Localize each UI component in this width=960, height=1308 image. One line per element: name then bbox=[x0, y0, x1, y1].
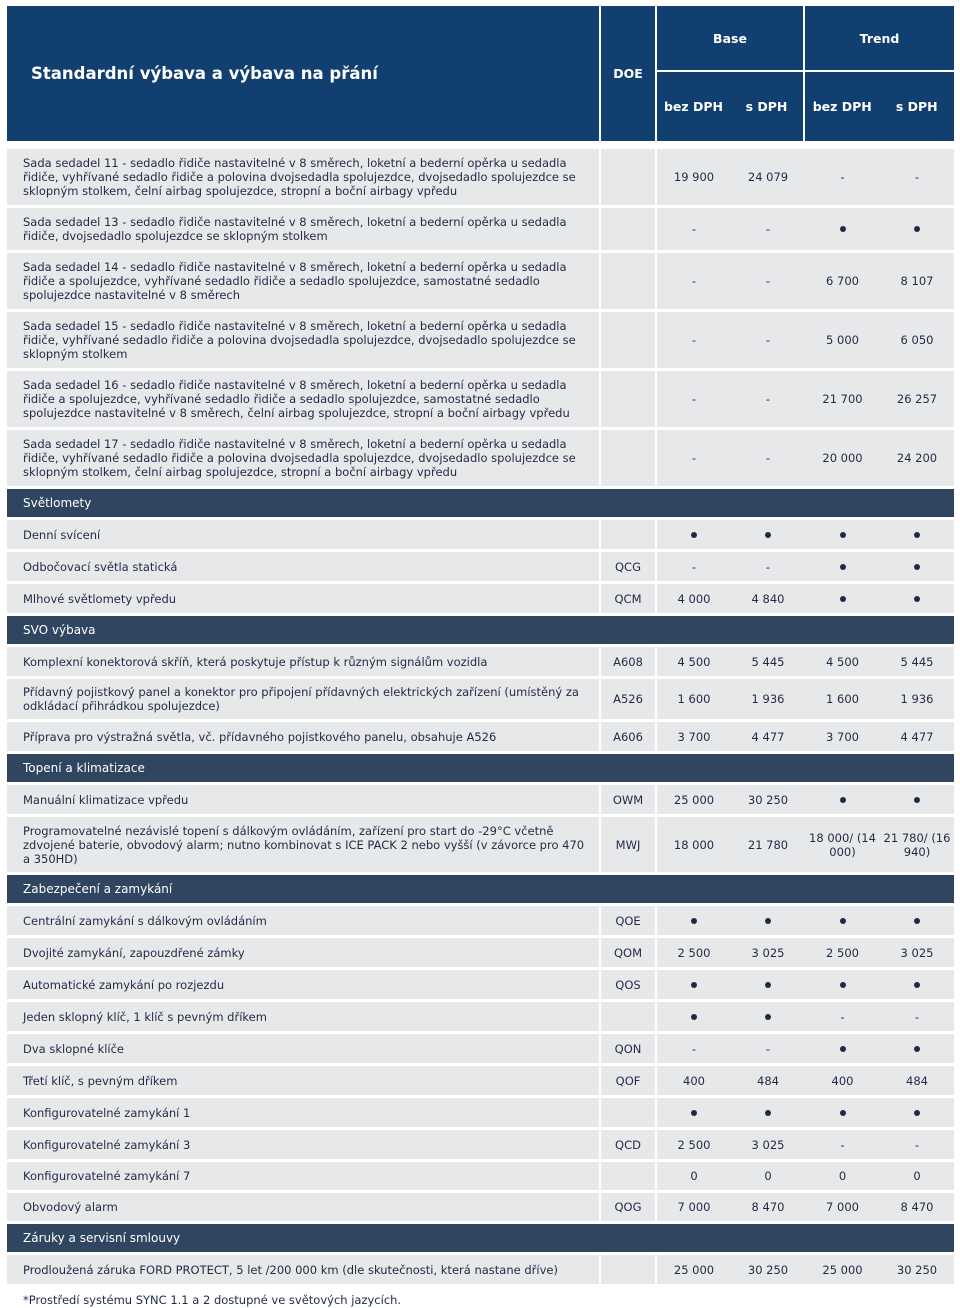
base-price-with-vat bbox=[731, 906, 805, 935]
option-code bbox=[601, 312, 657, 368]
base-price-without-vat: - bbox=[691, 451, 697, 465]
trend-price-with-vat bbox=[880, 970, 954, 999]
base-price-without-vat bbox=[657, 970, 731, 999]
option-code: MWJ bbox=[601, 817, 657, 872]
option-code: QCD bbox=[601, 1130, 657, 1159]
trend-price-with-vat: 24 200 bbox=[896, 451, 938, 465]
trend-price-without-vat: 3 700 bbox=[826, 729, 859, 744]
base-price-without-vat bbox=[657, 520, 731, 549]
option-code: QOM bbox=[601, 938, 657, 967]
option-code: QON bbox=[601, 1034, 657, 1063]
base-price-with-vat: 5 445 bbox=[751, 654, 785, 669]
base-price-with-vat: 30 250 bbox=[747, 792, 789, 807]
table-row bbox=[7, 520, 954, 549]
base-price-with-vat: 0 bbox=[764, 1169, 772, 1183]
table-row bbox=[7, 430, 954, 486]
table-row bbox=[7, 906, 954, 935]
table-row bbox=[7, 552, 954, 581]
standard-equipment-dot-icon bbox=[840, 982, 846, 988]
trend-price-without-vat bbox=[805, 552, 880, 581]
row-description: Denní svícení bbox=[7, 520, 601, 549]
trend-price-without-vat: 4 500 bbox=[826, 654, 859, 669]
trend-price-without-vat: - bbox=[840, 1009, 845, 1024]
option-code: QOF bbox=[601, 1066, 657, 1095]
base-price-with-vat: - bbox=[765, 333, 771, 347]
table-row bbox=[7, 1002, 954, 1031]
base-price-with-vat: - bbox=[765, 1041, 771, 1056]
trend-price-with-vat: 4 477 bbox=[900, 729, 934, 744]
base-price-with-vat: 8 470 bbox=[751, 1200, 785, 1214]
standard-equipment-dot-icon bbox=[914, 1046, 920, 1052]
trend-price-with-vat: 30 250 bbox=[896, 1262, 938, 1277]
trend-price-with-vat: 0 bbox=[913, 1169, 921, 1183]
base-price-without-vat bbox=[657, 1098, 731, 1127]
trend-price-with-vat bbox=[880, 584, 954, 613]
table-row bbox=[7, 312, 954, 368]
table-row bbox=[7, 1193, 954, 1221]
option-code: QCG bbox=[601, 552, 657, 581]
base-price-with-vat: 24 079 bbox=[747, 170, 789, 184]
trend-price-without-vat: - bbox=[840, 1137, 845, 1152]
base-price-with-vat: - bbox=[765, 559, 771, 574]
row-description: Manuální klimatizace vpředu bbox=[7, 785, 601, 814]
trend-price-without-vat: 0 bbox=[838, 1169, 847, 1183]
base-price-without-vat: 2 500 bbox=[677, 1137, 711, 1152]
trend-price-without-vat: - bbox=[840, 170, 845, 184]
standard-equipment-dot-icon bbox=[765, 1014, 771, 1020]
trend-with-vat-header: s DPH bbox=[895, 99, 938, 114]
row-description: Konfigurovatelné zamykání 1 bbox=[7, 1098, 601, 1127]
table-row bbox=[7, 722, 954, 751]
trend-price-with-vat: 8 470 bbox=[900, 1200, 934, 1214]
table-row bbox=[7, 1162, 954, 1190]
row-description: Sada sedadel 14 - sedadlo řidiče nastavitelné v 8 směrech, loketní a bederní opěrka u sedadla řidiče a spolujezdce, vyhřívané sedadlo řidiče a sedadlo spolujezdce, samostatné sedadlo spolujezdce nastavitelné v 8 směrech bbox=[7, 253, 601, 309]
table-row bbox=[7, 1255, 954, 1284]
trend-price-without-vat: 6 700 bbox=[826, 274, 859, 288]
table-row bbox=[7, 1130, 954, 1159]
trend-price-without-vat bbox=[805, 1098, 880, 1127]
table-row bbox=[7, 584, 954, 613]
table-row bbox=[7, 253, 954, 309]
table-row bbox=[7, 938, 954, 967]
option-code bbox=[601, 1098, 657, 1127]
base-price-without-vat: 18 000 bbox=[673, 837, 715, 852]
table-row bbox=[7, 371, 954, 427]
row-description: Přídavný pojistkový panel a konektor pro připojení přídavných elektrických zařízení (umístěný za odkládací přihrádkou spolujezdce) bbox=[7, 679, 601, 719]
table-row bbox=[7, 785, 954, 814]
standard-equipment-dot-icon bbox=[840, 532, 846, 538]
trend-price-without-vat bbox=[805, 584, 880, 613]
base-price-with-vat: 4 840 bbox=[751, 591, 785, 606]
trend-price-with-vat: - bbox=[914, 170, 920, 184]
base-price-without-vat: - bbox=[691, 333, 697, 347]
row-description: Třetí klíč, s pevným dříkem bbox=[7, 1066, 601, 1095]
standard-equipment-dot-icon bbox=[691, 1014, 697, 1020]
option-code: QCM bbox=[601, 584, 657, 613]
base-price-with-vat bbox=[731, 1002, 805, 1031]
table-row bbox=[7, 208, 954, 250]
base-price-without-vat: - bbox=[691, 392, 697, 406]
option-code: QOS bbox=[601, 970, 657, 999]
trend-price-without-vat: 5 000 bbox=[826, 333, 859, 347]
standard-equipment-dot-icon bbox=[914, 982, 920, 988]
table-row bbox=[7, 970, 954, 999]
trend-price-without-vat bbox=[805, 1034, 880, 1063]
option-code: QOG bbox=[601, 1193, 657, 1221]
section-header: SVO výbava bbox=[7, 616, 954, 644]
trend-price-without-vat: 21 700 bbox=[822, 392, 863, 406]
standard-equipment-dot-icon bbox=[840, 226, 846, 232]
trend-price-without-vat bbox=[805, 785, 880, 814]
option-code bbox=[601, 520, 657, 549]
trend-column-group bbox=[805, 6, 954, 141]
base-price-with-vat: 3 025 bbox=[751, 1137, 785, 1152]
standard-equipment-dot-icon bbox=[840, 596, 846, 602]
option-code: QOE bbox=[601, 906, 657, 935]
trend-price-without-vat: 400 bbox=[831, 1073, 854, 1088]
standard-equipment-dot-icon bbox=[691, 532, 697, 538]
base-price-with-vat bbox=[731, 970, 805, 999]
trend-price-without-vat bbox=[805, 208, 880, 250]
standard-equipment-dot-icon bbox=[765, 918, 771, 924]
option-code bbox=[601, 371, 657, 427]
trend-price-without-vat: 18 000/ (14 000) bbox=[809, 830, 876, 859]
base-price-without-vat: 4 000 bbox=[677, 591, 711, 606]
row-description: Dvojité zamykání, zapouzdřené zámky bbox=[7, 938, 601, 967]
base-column-group bbox=[657, 6, 805, 141]
section-header: Záruky a servisní smlouvy bbox=[7, 1224, 954, 1252]
base-price-without-vat: - bbox=[691, 1041, 697, 1056]
standard-equipment-dot-icon bbox=[914, 918, 920, 924]
trend-price-with-vat: 5 445 bbox=[900, 654, 934, 669]
equipment-price-table bbox=[7, 6, 954, 1287]
standard-equipment-dot-icon bbox=[840, 564, 846, 570]
base-price-without-vat: - bbox=[691, 222, 697, 236]
base-price-without-vat: - bbox=[691, 559, 697, 574]
trend-price-without-vat bbox=[805, 970, 880, 999]
row-description: Jeden sklopný klíč, 1 klíč s pevným dříkem bbox=[7, 1002, 601, 1031]
base-price-without-vat: 400 bbox=[683, 1073, 705, 1088]
standard-equipment-dot-icon bbox=[914, 564, 920, 570]
trend-price-with-vat: 8 107 bbox=[900, 274, 934, 288]
option-code: A526 bbox=[601, 679, 657, 719]
option-code bbox=[601, 208, 657, 250]
table-row bbox=[7, 1066, 954, 1095]
base-price-with-vat bbox=[731, 520, 805, 549]
row-description: Odbočovací světla statická bbox=[7, 552, 601, 581]
option-code bbox=[601, 253, 657, 309]
row-description: Sada sedadel 11 - sedadlo řidiče nastavitelné v 8 směrech, loketní a bederní opěrka u sedadla řidiče, vyhřívané sedadlo řidiče a polovina dvojsedadla spolujezdce, dvojsedadlo spolujezdce se sklopným stolkem, čelní airbag spolujezdce, stropní a boční airbagy vpředu bbox=[7, 149, 601, 205]
base-price-with-vat: - bbox=[765, 274, 771, 288]
standard-equipment-dot-icon bbox=[840, 1110, 846, 1116]
base-price-without-vat: 2 500 bbox=[677, 945, 711, 960]
trend-price-with-vat: 3 025 bbox=[900, 945, 934, 960]
base-price-with-vat: 484 bbox=[757, 1073, 779, 1088]
standard-equipment-dot-icon bbox=[914, 596, 920, 602]
trend-price-with-vat: 21 780/ (16 940) bbox=[883, 830, 951, 859]
standard-equipment-dot-icon bbox=[691, 918, 697, 924]
standard-equipment-dot-icon bbox=[914, 226, 920, 232]
trend-price-with-vat bbox=[880, 906, 954, 935]
row-description: Sada sedadel 13 - sedadlo řidiče nastavitelné v 8 směrech, loketní a bederní opěrka u sedadla řidiče, dvojsedadlo spolujezdce se sklopným stolkem bbox=[7, 208, 601, 250]
base-with-vat-header: s DPH bbox=[745, 99, 788, 114]
trend-price-with-vat bbox=[880, 552, 954, 581]
base-price-without-vat: 25 000 bbox=[673, 792, 715, 807]
row-description: Programovatelné nezávislé topení s dálkovým ovládáním, zařízení pro start do -29°C včetně zdvojené baterie, obvodový alarm; nutno kombinovat s ICE PACK 2 nebo vyšší (v závorce pro 470 a 350HD) bbox=[7, 817, 601, 872]
trend-price-with-vat: 484 bbox=[906, 1073, 928, 1088]
base-price-without-vat: 19 900 bbox=[673, 170, 715, 184]
base-price-with-vat: 4 477 bbox=[751, 729, 785, 744]
standard-equipment-dot-icon bbox=[765, 982, 771, 988]
standard-equipment-dot-icon bbox=[765, 532, 771, 538]
option-code bbox=[601, 1162, 657, 1190]
option-code bbox=[601, 1002, 657, 1031]
option-code bbox=[601, 1255, 657, 1284]
trend-price-with-vat: - bbox=[914, 1137, 920, 1152]
trend-price-without-vat: 25 000 bbox=[822, 1262, 863, 1277]
table-header bbox=[7, 6, 954, 141]
base-price-with-vat: - bbox=[765, 451, 771, 465]
table-row bbox=[7, 1034, 954, 1063]
base-price-without-vat: 1 600 bbox=[677, 692, 711, 706]
base-price-without-vat: 25 000 bbox=[673, 1262, 715, 1277]
base-price-without-vat: 3 700 bbox=[677, 729, 711, 744]
option-code: OWM bbox=[601, 785, 657, 814]
option-code bbox=[601, 149, 657, 205]
standard-equipment-dot-icon bbox=[840, 1046, 846, 1052]
trend-price-with-vat bbox=[880, 1098, 954, 1127]
standard-equipment-dot-icon bbox=[840, 918, 846, 924]
table-body bbox=[7, 149, 954, 1284]
trend-price-without-vat: 1 600 bbox=[826, 692, 859, 706]
base-price-with-vat: 21 780 bbox=[747, 837, 789, 852]
doe-column-header: DOE bbox=[601, 6, 657, 141]
option-code: A608 bbox=[601, 647, 657, 676]
trend-price-with-vat bbox=[880, 1034, 954, 1063]
row-description: Komplexní konektorová skříň, která poskytuje přístup k různým signálům vozidla bbox=[7, 647, 601, 676]
base-price-without-vat: - bbox=[691, 274, 697, 288]
trend-price-without-vat bbox=[805, 520, 880, 549]
base-price-without-vat: 7 000 bbox=[677, 1200, 711, 1214]
base-price-with-vat: - bbox=[765, 392, 771, 406]
trend-header: Trend bbox=[805, 6, 954, 72]
row-description: Automatické zamykání po rozjezdu bbox=[7, 970, 601, 999]
base-price-with-vat: 30 250 bbox=[747, 1262, 789, 1277]
base-price-with-vat: 3 025 bbox=[751, 945, 785, 960]
section-header: Topení a klimatizace bbox=[7, 754, 954, 782]
trend-without-vat-header: bez DPH bbox=[812, 99, 872, 114]
row-description: Obvodový alarm bbox=[7, 1193, 601, 1221]
row-description: Sada sedadel 17 - sedadlo řidiče nastavitelné v 8 směrech, loketní a bederní opěrka u sedadla řidiče, vyhřívané sedadlo řidiče a polovina dvojsedadla spolujezdce, dvojsedadlo spolujezdce se sklopným stolkem, čelní airbag spolujezdce, stropní a boční airbagy vpředu bbox=[7, 430, 601, 486]
trend-price-with-vat: 1 936 bbox=[900, 692, 934, 706]
table-row bbox=[7, 149, 954, 205]
standard-equipment-dot-icon bbox=[914, 797, 920, 803]
footnote: *Prostředí systému SYNC 1.1 a 2 dostupné ve světových jazycích. bbox=[23, 1293, 402, 1307]
section-header: Světlomety bbox=[7, 489, 954, 517]
base-price-without-vat: 4 500 bbox=[677, 654, 711, 669]
base-without-vat-header: bez DPH bbox=[663, 99, 724, 114]
row-description: Centrální zamykání s dálkovým ovládáním bbox=[7, 906, 601, 935]
trend-price-without-vat: 2 500 bbox=[826, 945, 859, 960]
trend-price-with-vat: 26 257 bbox=[896, 392, 938, 406]
row-description: Mlhové světlomety vpředu bbox=[7, 584, 601, 613]
option-code bbox=[601, 430, 657, 486]
row-description: Dva sklopné klíče bbox=[7, 1034, 601, 1063]
base-price-with-vat: - bbox=[765, 222, 771, 236]
row-description: Sada sedadel 16 - sedadlo řidiče nastavitelné v 8 směrech, loketní a bederní opěrka u sedadla řidiče a spolujezdce, vyhřívané sedadlo řidiče a sedadlo spolujezdce, samostatné sedadlo spolujezdce nastavitelné v 8 směrech, čelní airbag spolujezdce, stropní a boční airbagy vpředu bbox=[7, 371, 601, 427]
base-price-without-vat: 0 bbox=[690, 1169, 698, 1183]
base-price-without-vat bbox=[657, 906, 731, 935]
trend-price-with-vat bbox=[880, 208, 954, 250]
table-row bbox=[7, 647, 954, 676]
trend-price-with-vat: - bbox=[914, 1009, 920, 1024]
trend-price-with-vat: 6 050 bbox=[900, 333, 934, 347]
table-row bbox=[7, 679, 954, 719]
standard-equipment-dot-icon bbox=[691, 1110, 697, 1116]
standard-equipment-dot-icon bbox=[914, 1110, 920, 1116]
standard-equipment-dot-icon bbox=[765, 1110, 771, 1116]
row-description: Prodloužená záruka FORD PROTECT, 5 let /200 000 km (dle skutečnosti, která nastane dříve) bbox=[7, 1255, 601, 1284]
trend-price-with-vat bbox=[880, 785, 954, 814]
base-price-with-vat: 1 936 bbox=[751, 692, 785, 706]
row-description: Sada sedadel 15 - sedadlo řidiče nastavitelné v 8 směrech, loketní a bederní opěrka u sedadla řidiče, vyhřívané sedadlo řidiče a polovina dvojsedadla spolujezdce, dvojsedadlo spolujezdce se sklopným stolkem bbox=[7, 312, 601, 368]
page-title: Standardní výbava a výbava na přání bbox=[7, 6, 601, 141]
section-header: Zabezpečení a zamykání bbox=[7, 875, 954, 903]
option-code: A606 bbox=[601, 722, 657, 751]
row-description: Příprava pro výstražná světla, vč. přídavného pojistkového panelu, obsahuje A526 bbox=[7, 722, 601, 751]
base-header: Base bbox=[657, 6, 803, 72]
row-description: Konfigurovatelné zamykání 7 bbox=[7, 1162, 601, 1190]
standard-equipment-dot-icon bbox=[840, 797, 846, 803]
table-row bbox=[7, 1098, 954, 1127]
trend-price-without-vat: 20 000 bbox=[822, 451, 863, 465]
trend-price-without-vat: 7 000 bbox=[826, 1200, 859, 1214]
trend-price-with-vat bbox=[880, 520, 954, 549]
base-price-with-vat bbox=[731, 1098, 805, 1127]
standard-equipment-dot-icon bbox=[691, 982, 697, 988]
base-price-without-vat bbox=[657, 1002, 731, 1031]
table-row bbox=[7, 817, 954, 872]
row-description: Konfigurovatelné zamykání 3 bbox=[7, 1130, 601, 1159]
standard-equipment-dot-icon bbox=[914, 532, 920, 538]
trend-price-without-vat bbox=[805, 906, 880, 935]
